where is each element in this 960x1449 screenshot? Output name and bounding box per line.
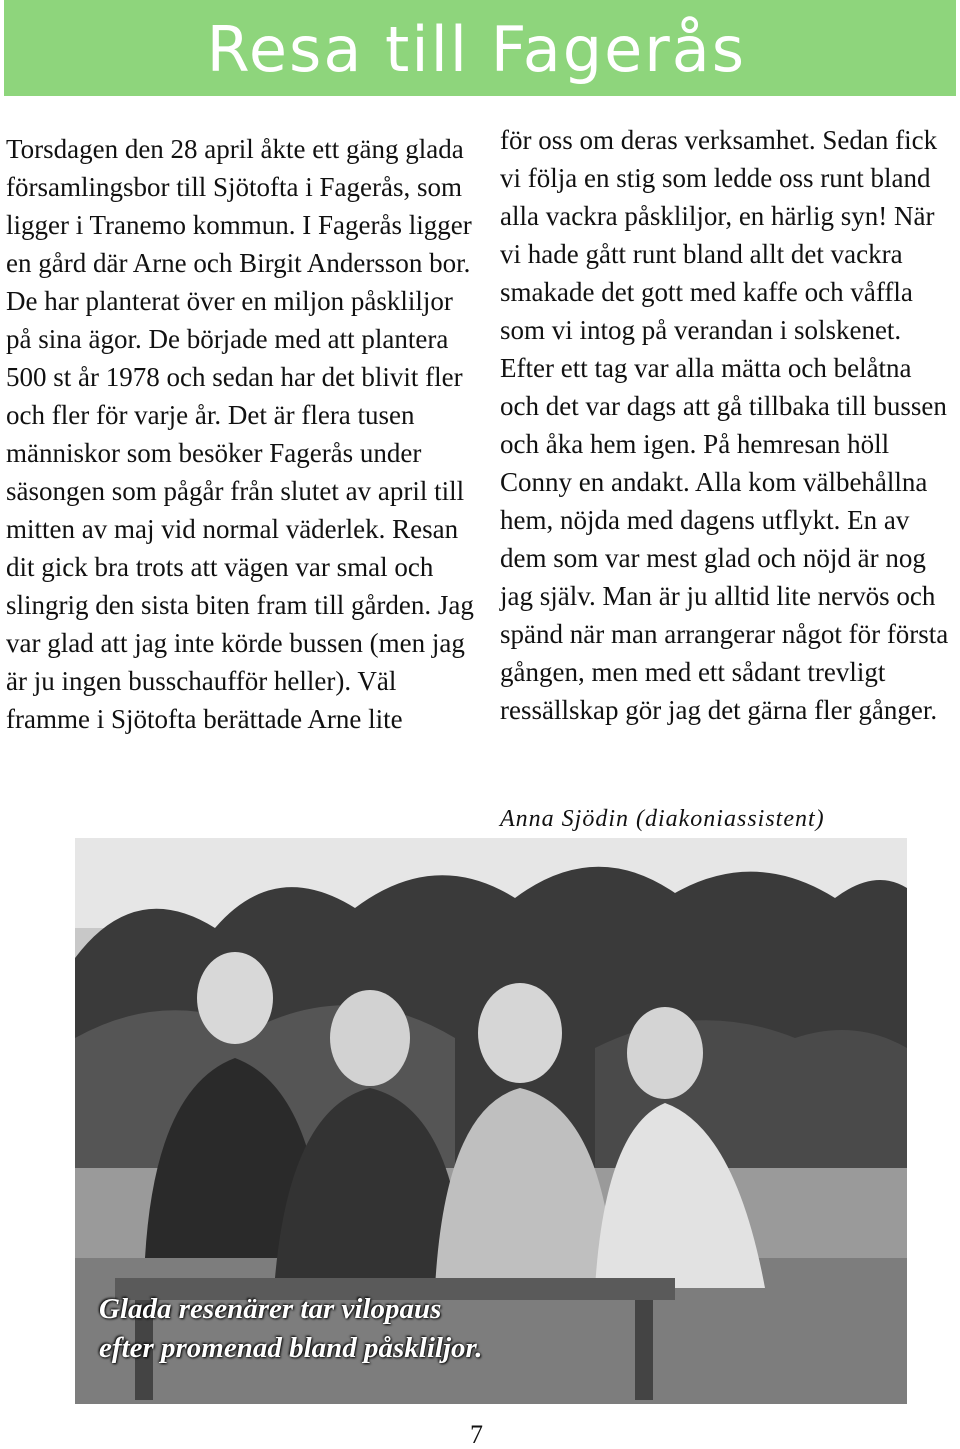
article-right-column [500,121,956,729]
page-number: 7 [470,1420,483,1449]
photo-caption-line-1: Glada resenärer tar vilopaus [99,1293,442,1325]
article-left-column [6,130,476,738]
title-banner [4,0,956,96]
article-text-left: Torsdagen den 28 april åkte ett gäng glada församlingsbor till Sjötofta i Fagerås, som ligger i Tranemo kommun. I Fagerås ligger en gård där Arne och Birgit Andersson bor. De har planterat över en miljon påskliljor på sina ägor. De började med att plantera 500 st år 1978 och sedan har det blivit fler och fler för varje år. Det är flera tusen människor som besöker Fagerås under säsongen som pågår från slutet av april till mitten av maj vid normal väderlek. Resan dit gick bra trots att vägen var smal och slingrig den sista biten fram till gården. Jag var glad att jag inte körde bussen (men jag är ju ingen busschaufför heller). Väl framme i Sjötofta berättade Arne lite [6,134,474,734]
group-photo [75,838,907,1404]
photo-caption-line-2: efter promenad bland påskliljor. [99,1332,483,1364]
article-text-right: för oss om deras verksamhet. Sedan fick vi följa en stig som ledde oss runt bland alla vackra påskliljor, en härlig syn! När vi hade gått runt bland allt det vackra smakade det gott med kaffe och våffla som vi intog på verandan i solskenet. Efter ett tag var alla mätta och belåtna och det var dags att gå tillbaka till bussen och åka hem igen. På hemresan höll Conny en andakt. Alla kom välbehållna hem, nöjda med dagens utflykt. En av dem som var mest glad och nöjd är nog jag själv. Man är ju alltid lite nervös och spänd när man arrangerar något för första gången, men med ett sådant trevligt ressällskap gör jag det gärna fler gånger. [500,125,949,725]
page-title: Resa till Fagerås [206,13,746,86]
photo-caption [99,1290,482,1368]
author-signature: Anna Sjödin (diakoniassistent) [500,806,825,832]
